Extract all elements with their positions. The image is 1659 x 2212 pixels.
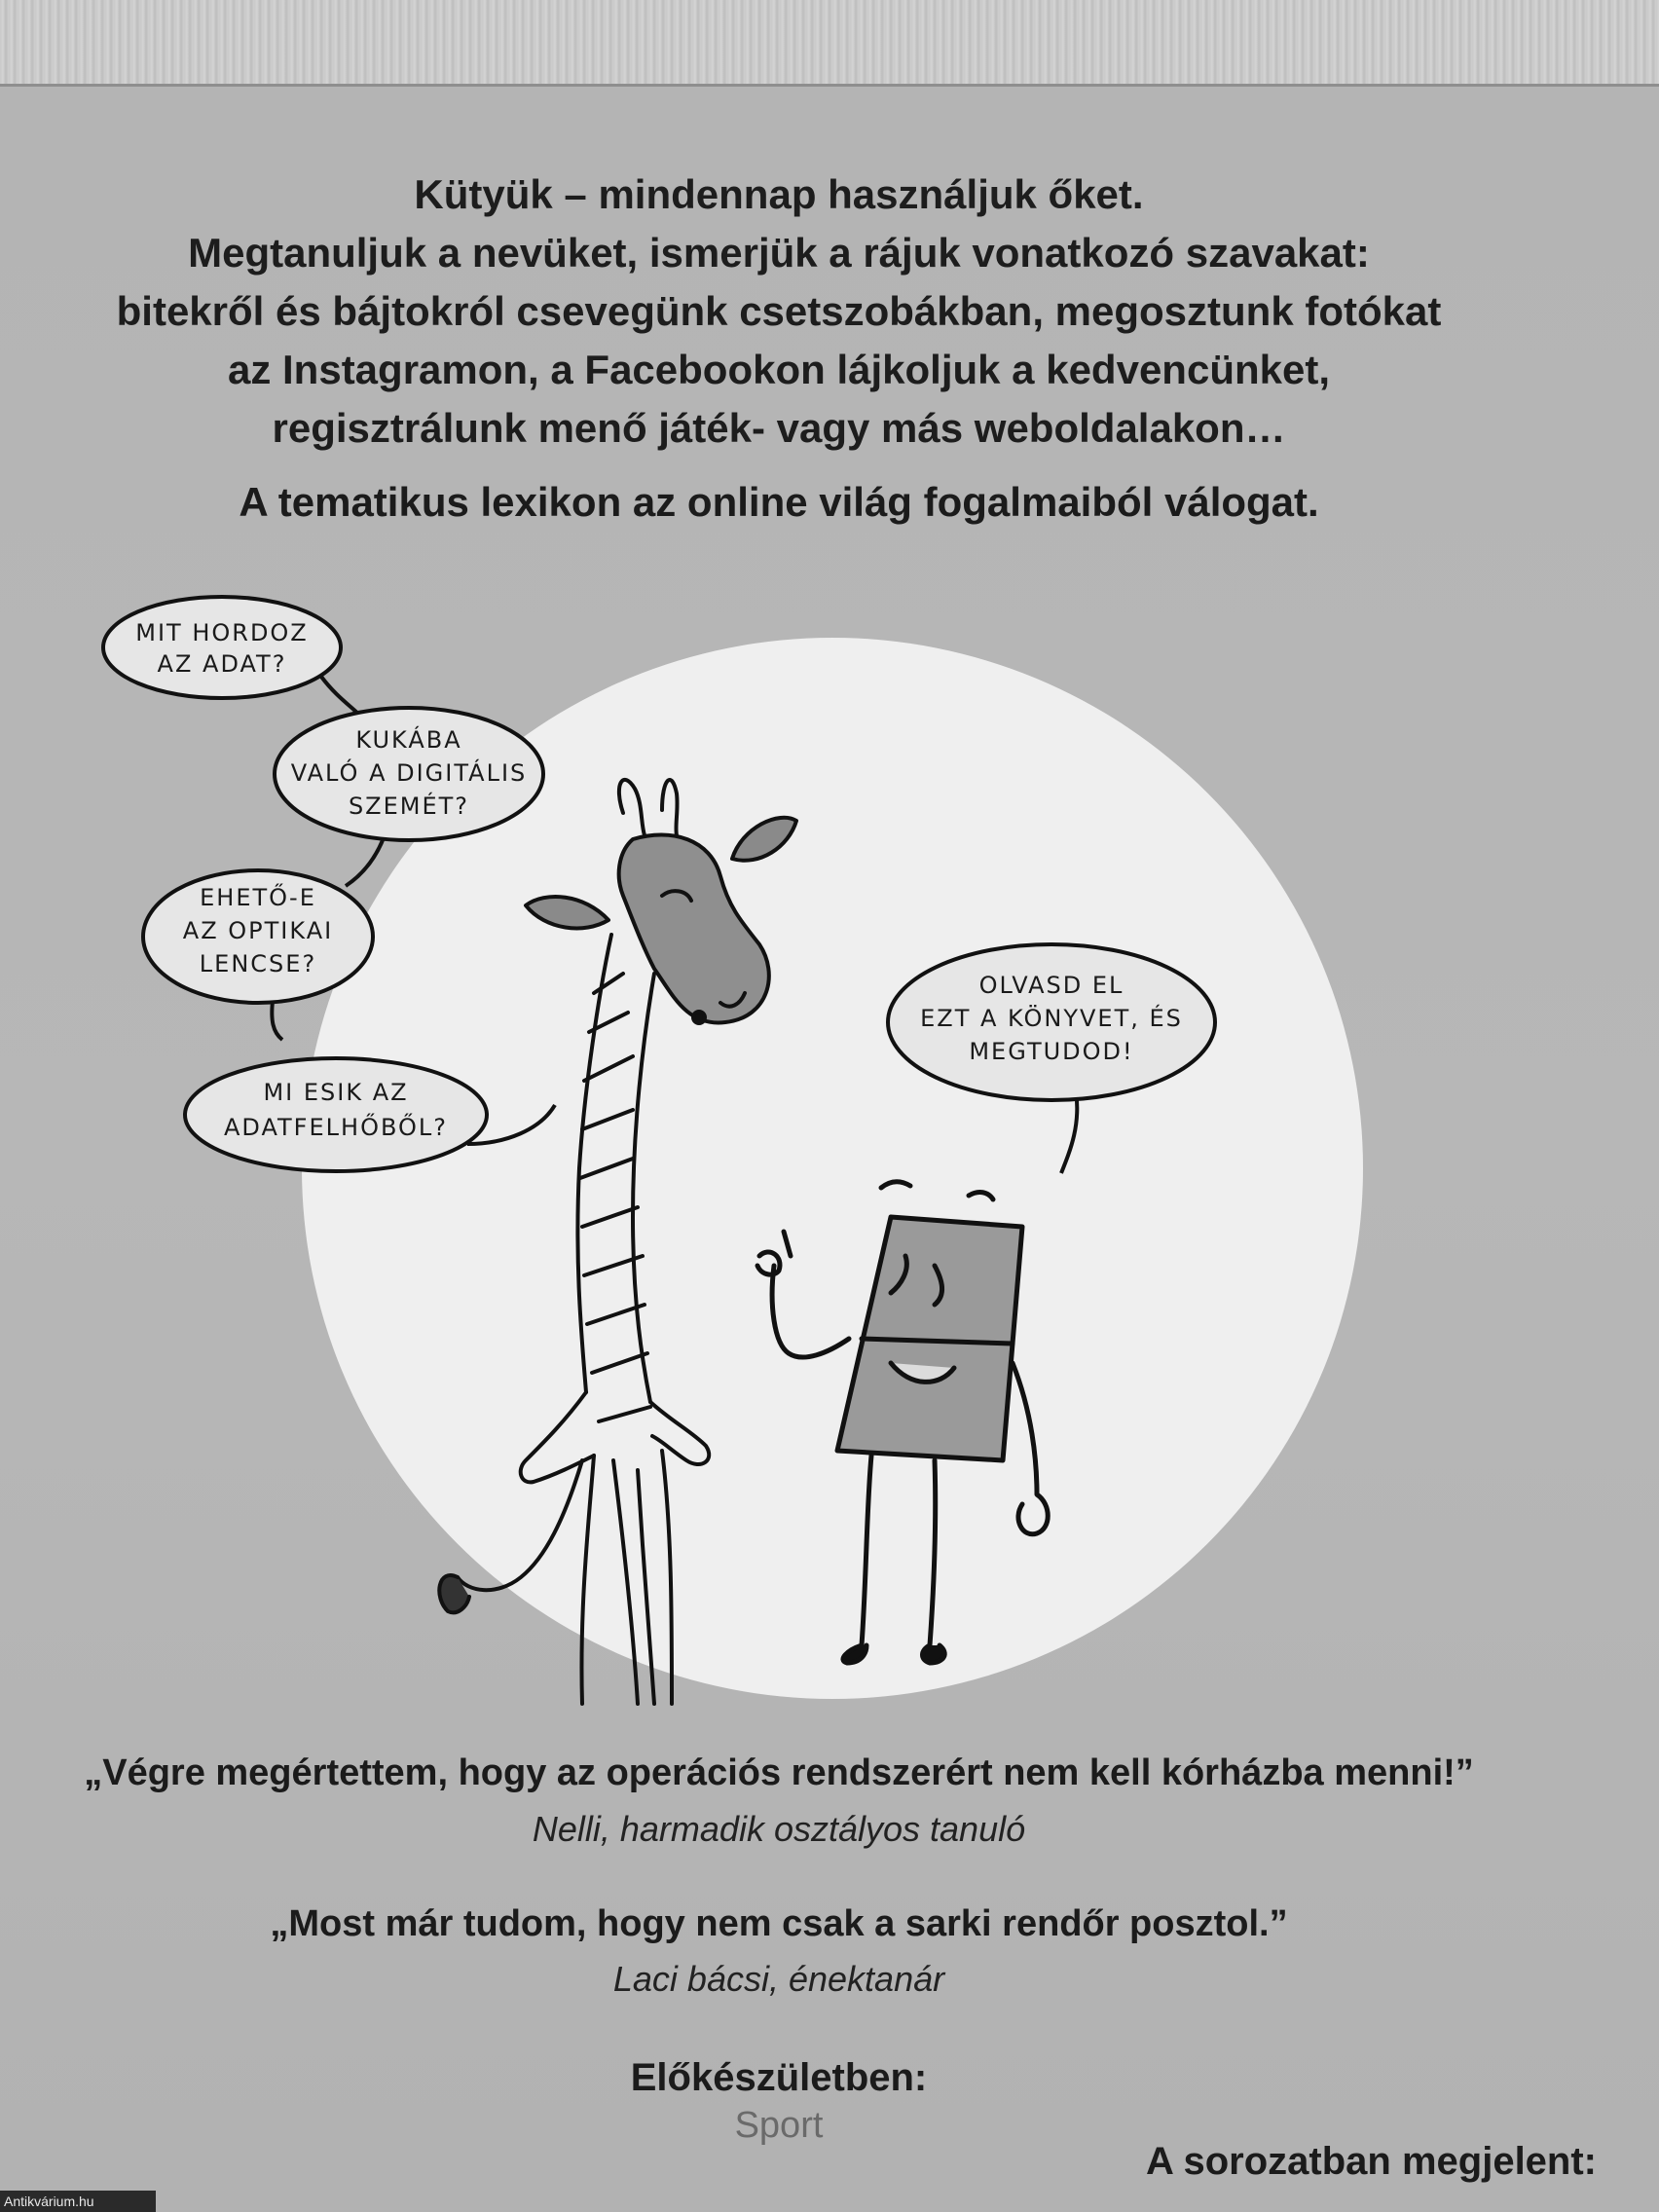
bubble-1-line: MIT HORDOZ: [135, 619, 309, 646]
cartoon-illustration: [0, 584, 1659, 1733]
upcoming-title: Sport: [734, 2105, 824, 2146]
intro-line: Megtanuljuk a nevüket, ismerjük a rájuk vonatkozó szavakat:: [188, 230, 1370, 276]
speech-bubble-1: [103, 597, 360, 716]
top-paper-band: [0, 0, 1659, 87]
bubble-5-line: OLVASD EL: [978, 972, 1124, 999]
bubble-3-line: EHETŐ-E: [200, 884, 316, 911]
bubble-1-line: AZ ADAT?: [157, 650, 287, 678]
upcoming-label: Előkészületben:: [630, 2056, 928, 2099]
quote-1: „Végre megértettem, hogy az operációs rendszerért nem kell kórházba menni!”: [84, 1752, 1474, 1793]
lexicon-statement: A tematikus lexikon az online világ fogalmaiból válogat.: [239, 479, 1319, 525]
intro-line: Kütyük – mindennap használjuk őket.: [414, 171, 1144, 217]
bubble-2-line: VALÓ A DIGITÁLIS: [290, 759, 528, 787]
quote-2: „Most már tudom, hogy nem csak a sarki rendőr posztol.”: [270, 1903, 1288, 1944]
bubble-2-line: SZEMÉT?: [348, 793, 470, 820]
bubble-4-line: MI ESIK AZ: [263, 1079, 409, 1106]
site-watermark: Antikvárium.hu: [0, 2191, 156, 2212]
quote-1-author: Nelli, harmadik osztályos tanuló: [532, 1809, 1026, 1849]
bubble-3-line: AZ OPTIKAI: [182, 917, 334, 944]
intro-line: regisztrálunk menő játék- vagy más weboldalakon…: [272, 405, 1286, 451]
intro-line: bitekről és bájtokról csevegünk csetszobákban, megosztunk fotókat: [116, 288, 1442, 334]
intro-line: az Instagramon, a Facebookon lájkoljuk a kedvencünket,: [227, 347, 1330, 392]
bubble-5-line: EZT A KÖNYVET, ÉS: [920, 1005, 1183, 1032]
bubble-2-line: KUKÁBA: [355, 726, 462, 754]
quote-2-author: Laci bácsi, énektanár: [612, 1959, 945, 1999]
bubble-5-line: MEGTUDOD!: [969, 1038, 1134, 1065]
intro-text: [49, 166, 1509, 458]
bubble-3-line: LENCSE?: [199, 950, 317, 977]
bubble-4-line: ADATFELHŐBŐL?: [223, 1114, 449, 1141]
series-label: A sorozatban megjelent:: [1145, 2140, 1597, 2183]
